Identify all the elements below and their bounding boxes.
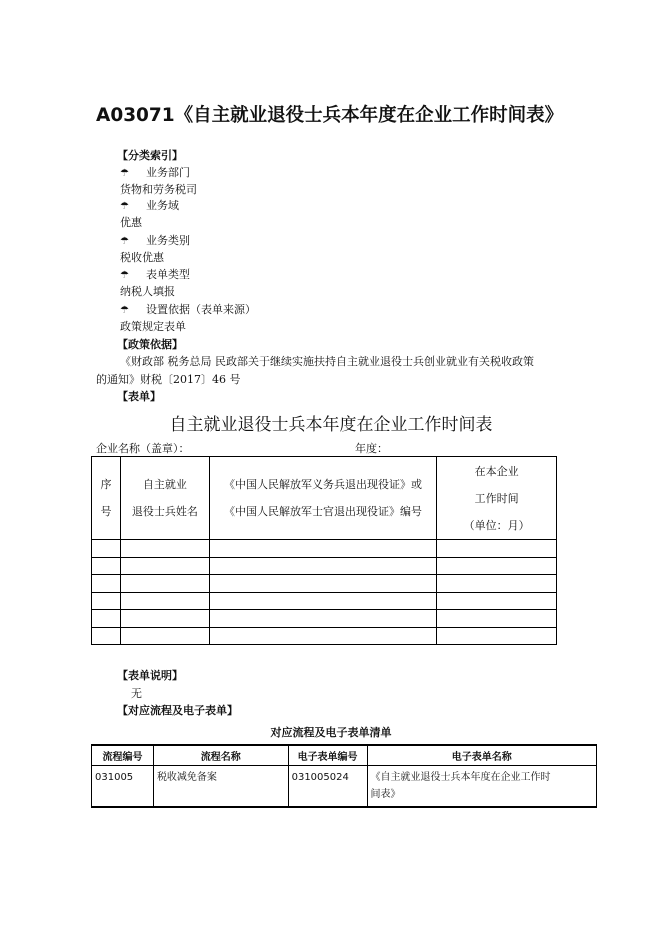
form-note-heading: 【表单说明】: [117, 669, 183, 682]
cell-work-time[interactable]: [437, 610, 557, 628]
policy-heading: 【政策依据】: [117, 338, 183, 351]
table-row: [92, 610, 557, 628]
table-row: [92, 557, 557, 575]
policy-text-line1: 《财政部 税务总局 民政部关于继续实施扶持自主就业退役士兵创业就业有关税收政策: [120, 355, 534, 368]
cell-certificate[interactable]: [209, 575, 436, 593]
cell-seq[interactable]: [92, 627, 121, 645]
flow-heading: 【对应流程及电子表单】: [117, 704, 238, 717]
umbrella-icon: ☂: [120, 168, 129, 179]
cell-name[interactable]: [120, 557, 209, 575]
cell-seq[interactable]: [92, 592, 121, 610]
header-work-time: 在本企业 工作时间 （单位：月）: [437, 457, 557, 540]
cell-name[interactable]: [120, 627, 209, 645]
table-row: [92, 592, 557, 610]
header-flow-name: 流程名称: [153, 745, 288, 766]
cell-form-id: 031005024: [288, 766, 367, 808]
category-value-form-type: 纳税人填报: [120, 285, 175, 298]
cell-work-time[interactable]: [437, 592, 557, 610]
cell-form-name: 《自主就业退役士兵本年度在企业工作时 间表》: [367, 766, 596, 808]
form-title: 自主就业退役士兵本年度在企业工作时间表: [169, 415, 493, 435]
category-heading: 【分类索引】: [117, 149, 183, 162]
category-value-dept: 货物和劳务税司: [120, 183, 197, 196]
cell-name[interactable]: [120, 610, 209, 628]
category-label-basis: ☂ 设置依据（表单来源）: [120, 303, 256, 316]
cell-name[interactable]: [120, 592, 209, 610]
company-name-label: 企业名称（盖章）：: [96, 442, 190, 455]
cell-seq[interactable]: [92, 575, 121, 593]
flow-list-table: [91, 744, 597, 808]
flow-list-title: 对应流程及电子表单清单: [270, 726, 392, 739]
cell-flow-name: 税收减免备案: [153, 766, 288, 808]
cell-work-time[interactable]: [437, 540, 557, 558]
cell-flow-id: 031005: [92, 766, 154, 808]
category-value-basis: 政策规定表单: [120, 320, 186, 333]
header-flow-id: 流程编号: [92, 745, 154, 766]
document-title: A03071《自主就业退役士兵本年度在企业工作时间表》: [96, 105, 564, 126]
table-header-row: [92, 457, 557, 540]
flow-list-header-row: [92, 745, 597, 766]
table-row: [92, 575, 557, 593]
cell-seq[interactable]: [92, 610, 121, 628]
header-name: 自主就业 退役士兵姓名: [120, 457, 209, 540]
table-row: [92, 627, 557, 645]
cell-name[interactable]: [120, 540, 209, 558]
category-label-dept: ☂ 业务部门: [120, 166, 190, 179]
category-label-type: ☂ 业务类别: [120, 234, 190, 247]
umbrella-icon: ☂: [120, 201, 129, 212]
category-label-form-type: ☂ 表单类型: [120, 268, 190, 281]
cell-name[interactable]: [120, 575, 209, 593]
cell-certificate[interactable]: [209, 592, 436, 610]
category-value-type: 税收优惠: [120, 251, 164, 264]
table-row: [92, 540, 557, 558]
umbrella-icon: ☂: [120, 236, 129, 247]
work-time-table: [91, 456, 557, 645]
cell-certificate[interactable]: [209, 540, 436, 558]
umbrella-icon: ☂: [120, 270, 129, 281]
cell-certificate[interactable]: [209, 557, 436, 575]
cell-seq[interactable]: [92, 540, 121, 558]
header-form-name: 电子表单名称: [367, 745, 596, 766]
cell-seq[interactable]: [92, 557, 121, 575]
form-note-text: 无: [131, 687, 142, 700]
table-row: [92, 766, 597, 808]
cell-certificate[interactable]: [209, 610, 436, 628]
category-value-domain: 优惠: [120, 216, 142, 229]
policy-text-line2: 的通知》财税〔2017〕46 号: [96, 373, 241, 386]
umbrella-icon: ☂: [120, 305, 129, 316]
header-form-id: 电子表单编号: [288, 745, 367, 766]
cell-work-time[interactable]: [437, 557, 557, 575]
year-label: 年度：: [355, 442, 388, 455]
cell-work-time[interactable]: [437, 627, 557, 645]
cell-certificate[interactable]: [209, 627, 436, 645]
header-seq: 序 号: [92, 457, 121, 540]
form-heading: 【表单】: [117, 390, 161, 403]
category-label-domain: ☂ 业务域: [120, 199, 179, 212]
header-certificate: 《中国人民解放军义务兵退出现役证》或 《中国人民解放军士官退出现役证》编号: [209, 457, 436, 540]
cell-work-time[interactable]: [437, 575, 557, 593]
